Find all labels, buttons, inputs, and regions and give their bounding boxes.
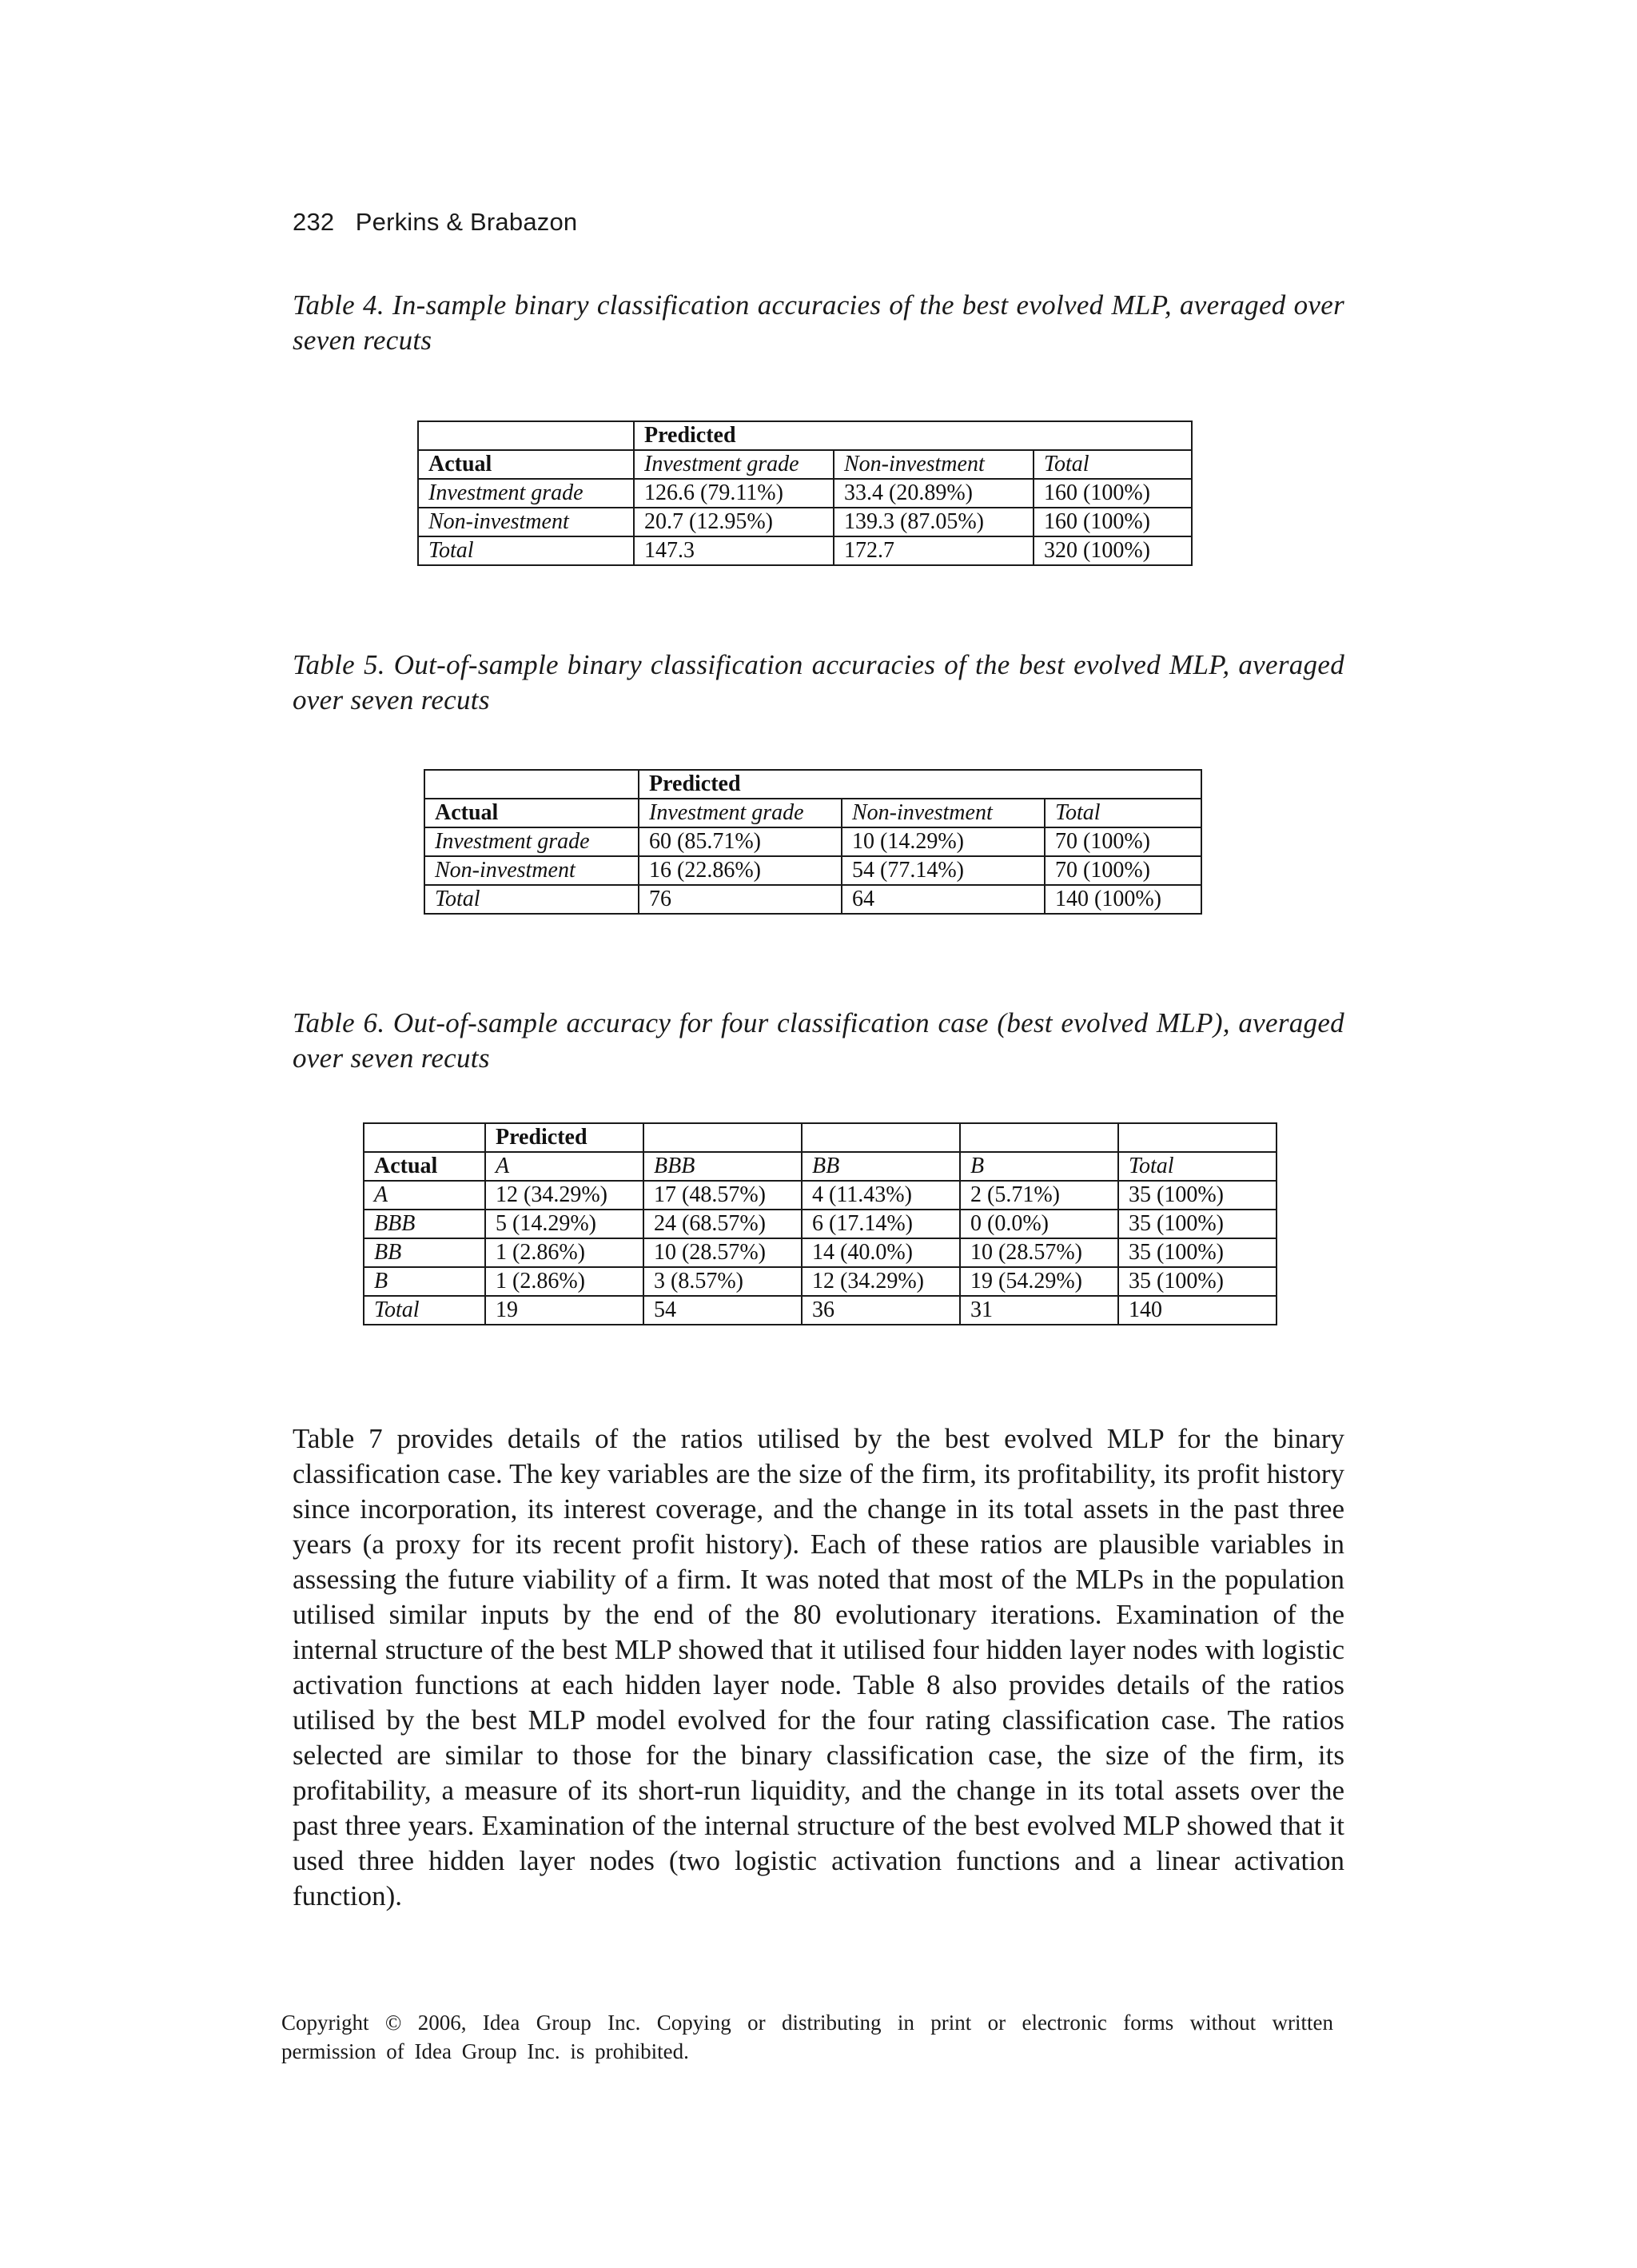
table-cell: 60 (85.71%) <box>639 827 842 856</box>
column-header: Total <box>1118 1152 1277 1181</box>
column-header: Non-investment <box>834 450 1034 479</box>
copyright-notice: Copyright © 2006, Idea Group Inc. Copying or distributing in print or electronic forms without written permission of Idea Group Inc. is prohibited. <box>281 2011 1333 2063</box>
table-column-row <box>364 1152 1277 1181</box>
row-label: BBB <box>364 1210 485 1238</box>
table-cell: 3 (8.57%) <box>643 1267 802 1296</box>
table-cell: 160 (100%) <box>1034 479 1192 508</box>
table-cell <box>802 1123 960 1152</box>
table-5-caption: Table 5. Out-of-sample binary classification accuracies of the best evolved MLP, averaged over seven recuts <box>293 649 1344 715</box>
table-cell: 20.7 (12.95%) <box>634 508 834 536</box>
row-label: Non-investment <box>418 508 634 536</box>
table-cell: 14 (40.0%) <box>802 1238 960 1267</box>
table-cell: 19 (54.29%) <box>960 1267 1118 1296</box>
row-label: Total <box>424 885 639 914</box>
table-cell: 1 (2.86%) <box>485 1267 643 1296</box>
table-cell: 6 (17.14%) <box>802 1210 960 1238</box>
row-label: Investment grade <box>418 479 634 508</box>
table-cell: 12 (34.29%) <box>802 1267 960 1296</box>
table-cell: 35 (100%) <box>1118 1181 1277 1210</box>
table-header-row <box>418 421 1192 450</box>
table-cell: 140 <box>1118 1296 1277 1325</box>
table-cell: 2 (5.71%) <box>960 1181 1118 1210</box>
table-4 <box>417 421 1193 566</box>
row-label: Total <box>364 1296 485 1325</box>
column-header: BB <box>802 1152 960 1181</box>
table-cell: 70 (100%) <box>1045 856 1201 885</box>
running-head: 232 Perkins & Brabazon <box>293 208 578 236</box>
predicted-header: Predicted <box>639 770 1201 799</box>
table-cell: 35 (100%) <box>1118 1267 1277 1296</box>
table-6-caption: Table 6. Out-of-sample accuracy for four classification case (best evolved MLP), averaged over seven recuts <box>293 1007 1344 1074</box>
table-cell: 320 (100%) <box>1034 536 1192 565</box>
column-header: Non-investment <box>842 799 1045 827</box>
table-row <box>424 827 1201 856</box>
table-4-caption: Table 4. In-sample binary classification accuracies of the best evolved MLP, averaged over seven recuts <box>293 289 1344 356</box>
table-column-row <box>424 799 1201 827</box>
row-label: Total <box>418 536 634 565</box>
actual-header: Actual <box>418 450 634 479</box>
table-cell: 160 (100%) <box>1034 508 1192 536</box>
table-cell: 4 (11.43%) <box>802 1181 960 1210</box>
row-label: B <box>364 1267 485 1296</box>
column-header: Total <box>1045 799 1201 827</box>
table-row <box>418 536 1192 565</box>
table-5 <box>424 769 1202 915</box>
table-row <box>424 885 1201 914</box>
table-cell: 0 (0.0%) <box>960 1210 1118 1238</box>
table-cell: 54 <box>643 1296 802 1325</box>
column-header: Total <box>1034 450 1192 479</box>
table-cell <box>643 1123 802 1152</box>
table-header-row <box>424 770 1201 799</box>
table-cell: 147.3 <box>634 536 834 565</box>
predicted-header: Predicted <box>634 421 1192 450</box>
column-header: A <box>485 1152 643 1181</box>
table-cell: 139.3 (87.05%) <box>834 508 1034 536</box>
column-header: Investment grade <box>639 799 842 827</box>
table-header-row <box>364 1123 1277 1152</box>
table-6 <box>363 1122 1277 1325</box>
column-header: Investment grade <box>634 450 834 479</box>
table-row <box>424 856 1201 885</box>
actual-header: Actual <box>364 1152 485 1181</box>
row-label: Non-investment <box>424 856 639 885</box>
table-corner-cell <box>364 1123 485 1152</box>
table-row <box>364 1296 1277 1325</box>
table-row <box>364 1210 1277 1238</box>
table-cell <box>1118 1123 1277 1152</box>
table-cell: 10 (28.57%) <box>960 1238 1118 1267</box>
table-corner-cell <box>424 770 639 799</box>
table-row <box>418 508 1192 536</box>
row-label: BB <box>364 1238 485 1267</box>
table-cell: 19 <box>485 1296 643 1325</box>
table-cell: 140 (100%) <box>1045 885 1201 914</box>
body-text <box>293 1421 1344 1914</box>
table-column-row <box>418 450 1192 479</box>
actual-header: Actual <box>424 799 639 827</box>
table-row <box>364 1181 1277 1210</box>
table-cell: 10 (14.29%) <box>842 827 1045 856</box>
table-cell: 16 (22.86%) <box>639 856 842 885</box>
table-cell: 31 <box>960 1296 1118 1325</box>
column-header: BBB <box>643 1152 802 1181</box>
table-corner-cell <box>418 421 634 450</box>
table-cell: 1 (2.86%) <box>485 1238 643 1267</box>
table-cell: 33.4 (20.89%) <box>834 479 1034 508</box>
table-row <box>364 1267 1277 1296</box>
table-cell: 12 (34.29%) <box>485 1181 643 1210</box>
table-cell: 24 (68.57%) <box>643 1210 802 1238</box>
table-cell: 35 (100%) <box>1118 1238 1277 1267</box>
table-cell: 64 <box>842 885 1045 914</box>
table-cell: 35 (100%) <box>1118 1210 1277 1238</box>
table-cell: 126.6 (79.11%) <box>634 479 834 508</box>
table-cell: 54 (77.14%) <box>842 856 1045 885</box>
row-label: Investment grade <box>424 827 639 856</box>
table-cell: 172.7 <box>834 536 1034 565</box>
body-paragraph: Table 7 provides details of the ratios utilised by the best evolved MLP for the binary classification case. The key variables are the size of the firm, its profitability, its profit history since incorporation, its interest coverage, and the change in its total assets in the past three years (a proxy for its recent profit history). Each of these ratios are plausible variables in assessing the future viability of a firm. It was noted that most of the MLPs in the population utilised similar inputs by the end of the 80 evolutionary iterations. Examination of the internal structure of the best MLP showed that it utilised four hidden layer nodes with logistic activation functions at each hidden layer node. Table 8 also provides details of the ratios utilised by the best MLP model evolved for the four rating classification case. The ratios selected are similar to those for the binary classification case, the size of the firm, its profitability, a measure of its short-run liquidity, and the change in its total assets over the past three years. Examination of the internal structure of the best evolved MLP showed that it used three hidden layer nodes (two logistic activation functions and a linear activation function). <box>293 1423 1344 1911</box>
table-cell: 17 (48.57%) <box>643 1181 802 1210</box>
table-cell: 76 <box>639 885 842 914</box>
predicted-header: Predicted <box>485 1123 643 1152</box>
row-label: A <box>364 1181 485 1210</box>
table-cell: 70 (100%) <box>1045 827 1201 856</box>
table-cell: 5 (14.29%) <box>485 1210 643 1238</box>
table-row <box>418 479 1192 508</box>
table-cell: 36 <box>802 1296 960 1325</box>
column-header: B <box>960 1152 1118 1181</box>
table-cell <box>960 1123 1118 1152</box>
table-cell: 10 (28.57%) <box>643 1238 802 1267</box>
table-row <box>364 1238 1277 1267</box>
